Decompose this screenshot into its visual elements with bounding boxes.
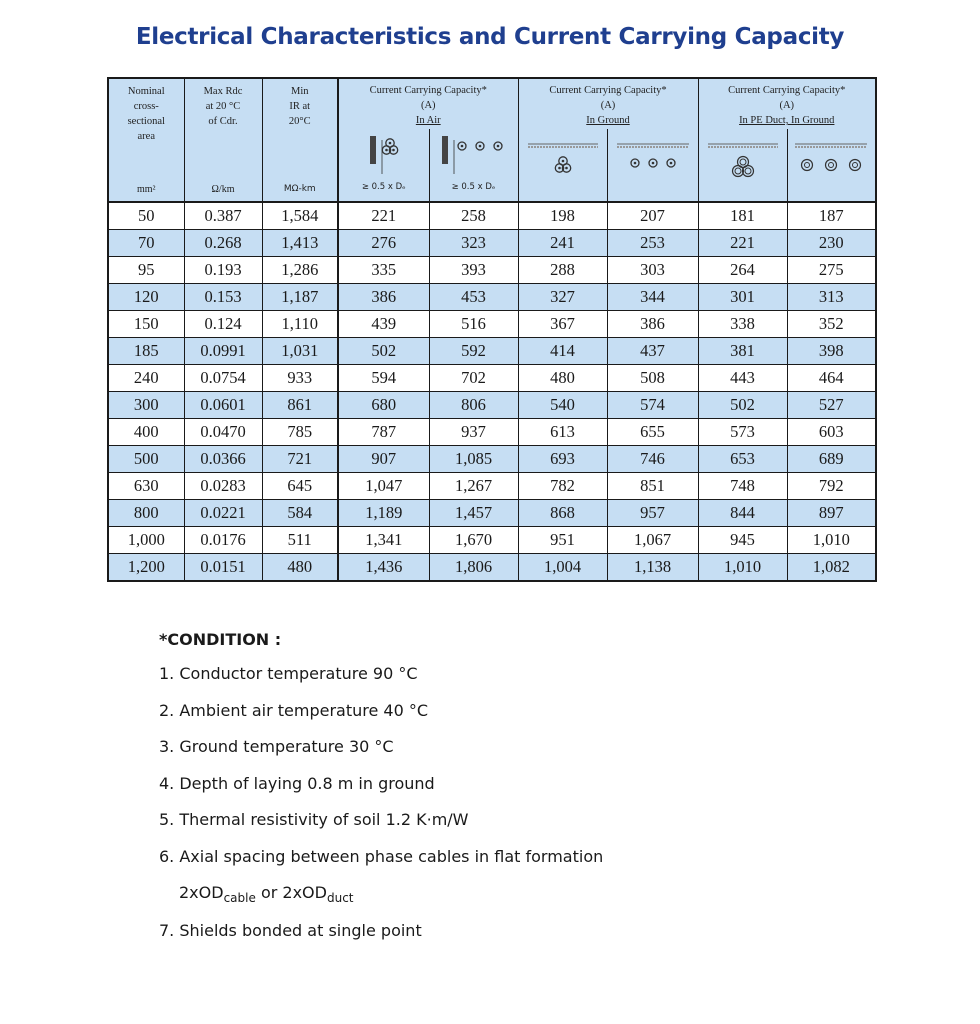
table-cell: 693 <box>518 446 607 473</box>
table-cell: 1,082 <box>787 554 876 582</box>
table-cell: 574 <box>607 392 698 419</box>
duct-trefoil-cables-icon <box>706 141 780 187</box>
condition-item: 2. Ambient air temperature 40 °C <box>159 700 429 720</box>
table-row <box>108 230 876 257</box>
condition-item: 1. Conductor temperature 90 °C <box>159 664 418 683</box>
table-cell: 464 <box>787 365 876 392</box>
table-cell: 500 <box>108 446 184 473</box>
table-cell: 584 <box>262 500 338 527</box>
table-cell: 0.0754 <box>184 365 262 392</box>
table-cell: 275 <box>787 257 876 284</box>
table-cell: 1,047 <box>338 473 429 500</box>
table-cell: 951 <box>518 527 607 554</box>
table-cell: 0.0283 <box>184 473 262 500</box>
table-row <box>108 311 876 338</box>
table-cell: 221 <box>698 230 787 257</box>
table-cell: 613 <box>518 419 607 446</box>
table-cell: 1,004 <box>518 554 607 582</box>
table-cell: 0.124 <box>184 311 262 338</box>
table-cell: 0.268 <box>184 230 262 257</box>
table-cell: 844 <box>698 500 787 527</box>
table-row <box>108 392 876 419</box>
table-cell: 258 <box>429 202 518 230</box>
header-group-in-ground: Current Carrying Capacity* (A) In Ground <box>518 78 698 129</box>
condition-spacing-formula: 2xOD$_{cable}$ or 2xOD$_{duct}$ <box>179 883 354 905</box>
spacing-label-air-flat: ≥ 0.5 x Dₑ <box>451 182 496 192</box>
table-row <box>108 419 876 446</box>
table-cell: 511 <box>262 527 338 554</box>
table-cell: 957 <box>607 500 698 527</box>
table-cell: 264 <box>698 257 787 284</box>
condition-item: 6. Axial spacing between phase cables in flat formation <box>159 846 604 866</box>
table-cell: 592 <box>429 338 518 365</box>
table-cell: 1,189 <box>338 500 429 527</box>
table-cell: 0.193 <box>184 257 262 284</box>
table-cell: 1,436 <box>338 554 429 582</box>
table-cell: 1,067 <box>607 527 698 554</box>
table-cell: 335 <box>338 257 429 284</box>
table-cell: 502 <box>698 392 787 419</box>
table-cell: 253 <box>607 230 698 257</box>
condition-item: 5. Thermal resistivity of soil 1.2 K·m/W <box>159 810 469 829</box>
header-duct-trefoil <box>698 129 787 202</box>
table-body <box>108 202 876 581</box>
table-cell: 1,010 <box>787 527 876 554</box>
header-group-in-air: Current Carrying Capacity* (A) In Air <box>338 78 518 129</box>
wall-flat-cables-icon <box>436 134 512 176</box>
table-cell: 1,584 <box>262 202 338 230</box>
table-cell: 198 <box>518 202 607 230</box>
header-ground-trefoil <box>518 129 607 202</box>
duct-flat-cables-icon <box>793 141 869 183</box>
table-cell: 181 <box>698 202 787 230</box>
header-min-ir: Min IR at 20°C MΩ-km <box>262 78 338 202</box>
table-cell: 150 <box>108 311 184 338</box>
table-cell: 746 <box>607 446 698 473</box>
table-cell: 868 <box>518 500 607 527</box>
unit-mohm-km: MΩ-km <box>283 184 316 194</box>
table-cell: 398 <box>787 338 876 365</box>
table-cell: 1,457 <box>429 500 518 527</box>
table-cell: 230 <box>787 230 876 257</box>
wall-trefoil-cables-icon <box>364 134 404 176</box>
table-cell: 443 <box>698 365 787 392</box>
table-cell: 645 <box>262 473 338 500</box>
table-cell: 0.0176 <box>184 527 262 554</box>
table-cell: 0.0366 <box>184 446 262 473</box>
table-cell: 207 <box>607 202 698 230</box>
table-row <box>108 446 876 473</box>
table-cell: 0.0991 <box>184 338 262 365</box>
header-ground-flat <box>607 129 698 202</box>
table-cell: 787 <box>338 419 429 446</box>
table-cell: 800 <box>108 500 184 527</box>
table-cell: 540 <box>518 392 607 419</box>
table-cell: 1,806 <box>429 554 518 582</box>
table-cell: 897 <box>787 500 876 527</box>
table-cell: 851 <box>607 473 698 500</box>
table-cell: 437 <box>607 338 698 365</box>
ground-trefoil-cables-icon <box>526 141 600 183</box>
table-cell: 785 <box>262 419 338 446</box>
header-max-rdc: Max Rdc at 20 °C of Cdr. Ω/km <box>184 78 262 202</box>
table-cell: 381 <box>698 338 787 365</box>
table-cell: 502 <box>338 338 429 365</box>
table-cell: 187 <box>787 202 876 230</box>
header-duct-flat <box>787 129 876 202</box>
table-cell: 721 <box>262 446 338 473</box>
table-cell: 301 <box>698 284 787 311</box>
table-cell: 527 <box>787 392 876 419</box>
table-cell: 1,031 <box>262 338 338 365</box>
conditions-title: *CONDITION : <box>159 630 282 649</box>
table-cell: 120 <box>108 284 184 311</box>
table-cell: 393 <box>429 257 518 284</box>
table-cell: 288 <box>518 257 607 284</box>
table-cell: 185 <box>108 338 184 365</box>
header-group-in-duct: Current Carrying Capacity* (A) In PE Duct, In Ground <box>698 78 876 129</box>
table-cell: 806 <box>429 392 518 419</box>
header-air-trefoil <box>338 129 429 202</box>
table-cell: 323 <box>429 230 518 257</box>
table-cell: 937 <box>429 419 518 446</box>
unit-mm2: mm² <box>136 184 156 195</box>
table-cell: 300 <box>108 392 184 419</box>
table-row <box>108 365 876 392</box>
table-cell: 414 <box>518 338 607 365</box>
conditions-section <box>159 630 859 957</box>
table-cell: 603 <box>787 419 876 446</box>
table-cell: 945 <box>698 527 787 554</box>
condition-item: 4. Depth of laying 0.8 m in ground <box>159 773 435 793</box>
table-cell: 480 <box>262 554 338 582</box>
table-cell: 0.387 <box>184 202 262 230</box>
electrical-characteristics-table <box>107 77 877 582</box>
spacing-label-air-trefoil: ≥ 0.5 x Dₑ <box>361 182 406 192</box>
table-row <box>108 473 876 500</box>
table-cell: 0.0601 <box>184 392 262 419</box>
table-cell: 1,267 <box>429 473 518 500</box>
table-cell: 480 <box>518 365 607 392</box>
table-cell: 689 <box>787 446 876 473</box>
table-cell: 313 <box>787 284 876 311</box>
table-cell: 573 <box>698 419 787 446</box>
table-cell: 933 <box>262 365 338 392</box>
condition-item: 7. Shields bonded at single point <box>159 921 422 940</box>
table-cell: 0.153 <box>184 284 262 311</box>
table-cell: 1,413 <box>262 230 338 257</box>
table-cell: 367 <box>518 311 607 338</box>
table-cell: 241 <box>518 230 607 257</box>
table-cell: 653 <box>698 446 787 473</box>
header-nominal-area: Nominal cross- sectional area mm² <box>108 78 184 202</box>
table-cell: 1,010 <box>698 554 787 582</box>
table-cell: 276 <box>338 230 429 257</box>
table-row <box>108 257 876 284</box>
ground-flat-cables-icon <box>615 141 691 183</box>
table-cell: 453 <box>429 284 518 311</box>
table-cell: 338 <box>698 311 787 338</box>
table-cell: 240 <box>108 365 184 392</box>
table-cell: 95 <box>108 257 184 284</box>
table-cell: 702 <box>429 365 518 392</box>
table-row <box>108 202 876 230</box>
table-cell: 1,670 <box>429 527 518 554</box>
table-cell: 1,341 <box>338 527 429 554</box>
table-cell: 386 <box>338 284 429 311</box>
table-cell: 386 <box>607 311 698 338</box>
table-cell: 221 <box>338 202 429 230</box>
table-cell: 516 <box>429 311 518 338</box>
table-cell: 861 <box>262 392 338 419</box>
table-cell: 1,200 <box>108 554 184 582</box>
table-cell: 680 <box>338 392 429 419</box>
table-cell: 1,187 <box>262 284 338 311</box>
table-cell: 303 <box>607 257 698 284</box>
table-row <box>108 554 876 582</box>
table-cell: 748 <box>698 473 787 500</box>
table-cell: 1,286 <box>262 257 338 284</box>
table-cell: 1,138 <box>607 554 698 582</box>
table-cell: 630 <box>108 473 184 500</box>
table-row <box>108 527 876 554</box>
page-title: Electrical Characteristics and Current Carrying Capacity <box>135 24 845 50</box>
table-cell: 907 <box>338 446 429 473</box>
table-cell: 1,000 <box>108 527 184 554</box>
condition-item: 3. Ground temperature 30 °C <box>159 737 394 756</box>
table-cell: 594 <box>338 365 429 392</box>
table-cell: 0.0151 <box>184 554 262 582</box>
table-cell: 782 <box>518 473 607 500</box>
table-cell: 327 <box>518 284 607 311</box>
table-row <box>108 500 876 527</box>
table-cell: 50 <box>108 202 184 230</box>
table-cell: 352 <box>787 311 876 338</box>
table-cell: 344 <box>607 284 698 311</box>
table-row <box>108 338 876 365</box>
table-cell: 0.0221 <box>184 500 262 527</box>
table-cell: 70 <box>108 230 184 257</box>
table-cell: 792 <box>787 473 876 500</box>
table-cell: 1,085 <box>429 446 518 473</box>
table-cell: 1,110 <box>262 311 338 338</box>
table-cell: 0.0470 <box>184 419 262 446</box>
table-cell: 400 <box>108 419 184 446</box>
table-row <box>108 284 876 311</box>
table-cell: 655 <box>607 419 698 446</box>
table-cell: 439 <box>338 311 429 338</box>
table-cell: 508 <box>607 365 698 392</box>
header-air-flat <box>429 129 518 202</box>
unit-ohm-km: Ω/km <box>211 184 235 195</box>
